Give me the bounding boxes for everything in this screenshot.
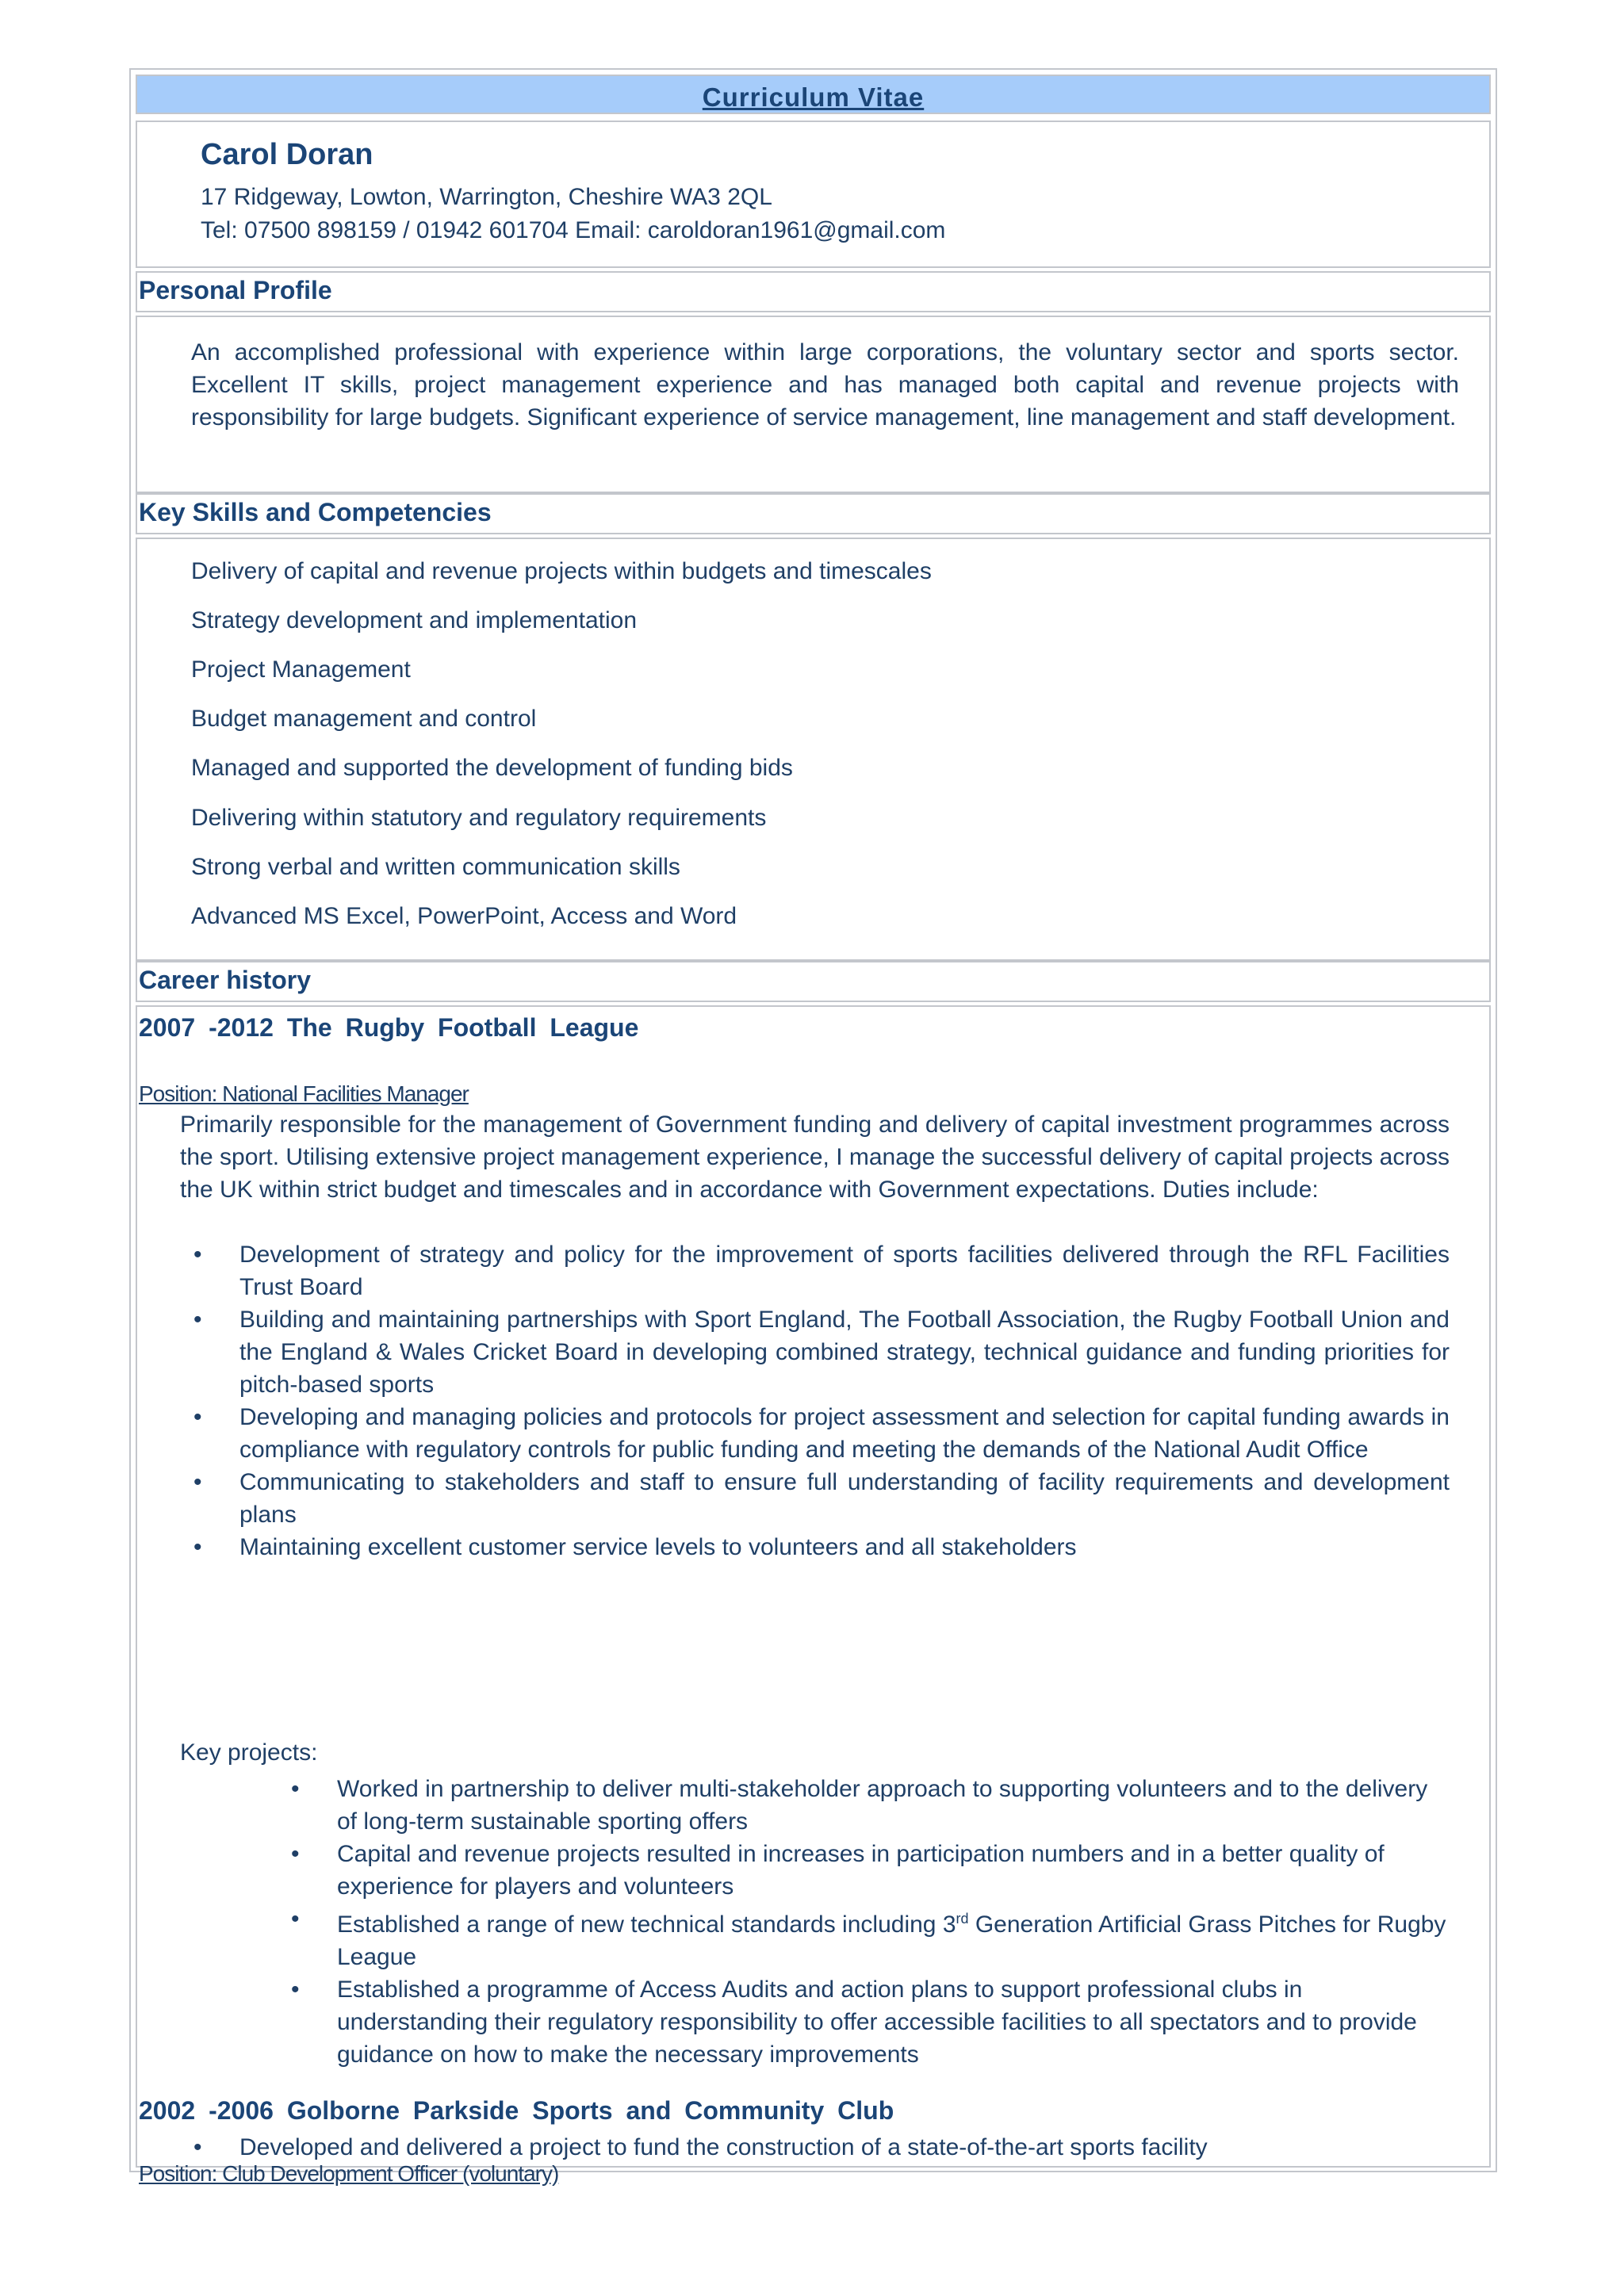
- bullet-icon: •: [291, 1906, 300, 1932]
- skill-item: Delivering within statutory and regulatory requirements: [191, 805, 767, 831]
- address: 17 Ridgeway, Lowton, Warrington, Cheshire WA3 2QL: [201, 184, 772, 210]
- job-title: 2002 -2006 Golborne Parkside Sports and Community Club: [139, 2096, 894, 2125]
- bullet-icon: •: [193, 2134, 202, 2160]
- list-item: • Developing and managing policies and protocols for project assessment and selection for capital funding awards in compliance with regulatory controls for public funding and meeting the demands of the National Audit Office: [239, 1401, 1450, 1466]
- key-project-3rd-gen: Established a range of new technical standards including 3rd Generation Artificial Grass Pitches for Rugby League: [337, 1911, 1446, 1970]
- bullet-icon: •: [193, 1534, 202, 1560]
- career-block: [136, 1005, 1491, 2186]
- list-item: • Communicating to stakeholders and staff to ensure full understanding of facility requirements and development plans: [239, 1466, 1450, 1531]
- skill-item: Managed and supported the development of funding bids: [191, 755, 793, 781]
- profile-block: [136, 316, 1491, 493]
- key-projects-list: [291, 1773, 1446, 2071]
- cv-page: [129, 68, 1497, 2186]
- skills-block: [136, 538, 1491, 961]
- key-projects-label: Key projects:: [180, 1739, 318, 1766]
- job-title: 2007 -2012 The Rugby Football League: [139, 1013, 639, 1042]
- candidate-name: Carol Doran: [201, 138, 373, 171]
- bullet-icon: •: [193, 1404, 202, 1430]
- bullet-icon: •: [193, 1242, 202, 1268]
- job-intro: Primarily responsible for the management of Government funding and delivery of capital investment programmes across the sport. Utilising extensive project management experience, I manage the successful delivery of capital projects across the UK within strict budget and timescales and in accordance with Government expectations. Duties include:: [180, 1112, 1450, 1203]
- skill-item: Project Management: [191, 656, 411, 683]
- skill-item: Budget management and control: [191, 706, 537, 732]
- duties-list: [193, 1238, 1450, 1563]
- skill-item: Advanced MS Excel, PowerPoint, Access and Word: [191, 903, 737, 929]
- profile-text: An accomplished professional with experience within large corporations, the voluntary sector and sports sector. Excellent IT skills, project management experience and has managed both capital and revenue projects with responsibility for large budgets. Significant experience of service management, line management and staff development.: [191, 339, 1459, 430]
- job-position: Position: National Facilities Manager: [139, 1081, 469, 1106]
- bullet-icon: •: [193, 1307, 202, 1333]
- bullet-icon: •: [291, 1841, 300, 1867]
- list-item: • Maintaining excellent customer service levels to volunteers and all stakeholders: [239, 1531, 1450, 1563]
- cv-title: Curriculum Vitae: [702, 82, 925, 112]
- bullet-icon: •: [291, 1776, 300, 1802]
- skill-item: Strong verbal and written communication skills: [191, 854, 680, 880]
- contact-details: Tel: 07500 898159 / 01942 601704 Email: caroldoran1961@gmail.com: [201, 217, 946, 243]
- skill-item: Strategy development and implementation: [191, 607, 638, 633]
- list-item: • Established a programme of Access Audits and action plans to support professional clubs in understanding their regulatory responsibility to offer accessible facilities to all spectators and to provide guidance on how to make the necessary improvements: [337, 1973, 1446, 2071]
- list-item: • Capital and revenue projects resulted in increases in participation numbers and in a better quality of experience for players and volunteers: [337, 1838, 1446, 1903]
- list-item: • Worked in partnership to deliver multi-stakeholder approach to supporting volunteers and to the delivery of long-term sustainable sporting offers: [337, 1773, 1446, 1838]
- cv-title-bar: [136, 75, 1491, 114]
- contact-block: [136, 121, 1491, 268]
- career-heading: Career history: [136, 961, 1491, 1002]
- list-item: • Developed and delivered a project to fund the construction of a state-of-the-art sports facility: [239, 2131, 1456, 2164]
- job-position: Position: Club Development Officer (voluntary): [139, 2161, 559, 2186]
- bullet-icon: •: [291, 1976, 300, 2003]
- skill-item: Delivery of capital and revenue projects within budgets and timescales: [191, 558, 932, 584]
- list-item: [291, 1903, 1446, 1973]
- profile-heading: Personal Profile: [136, 271, 1491, 312]
- list-item: • Development of strategy and policy for the improvement of sports facilities delivered through the RFL Facilities Trust Board: [239, 1238, 1450, 1303]
- bullet-icon: •: [193, 1469, 202, 1495]
- list-item: • Building and maintaining partnerships with Sport England, The Football Association, the Rugby Football Union and the England & Wales Cricket Board in developing combined strategy, technical guidance and funding priorities for pitch-based sports: [239, 1303, 1450, 1401]
- duties-list: [193, 2131, 1456, 2166]
- skills-heading: Key Skills and Competencies: [136, 493, 1491, 534]
